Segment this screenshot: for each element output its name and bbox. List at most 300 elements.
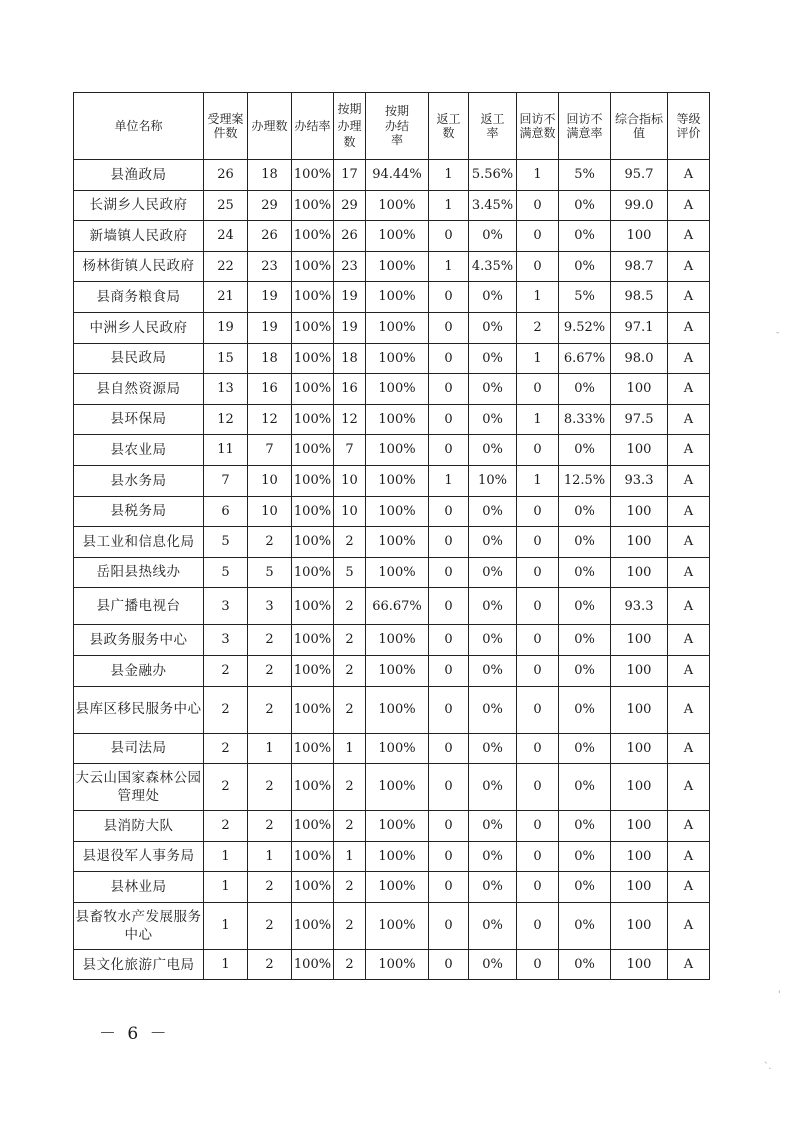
cell-unit-name: 县库区移民服务中心 (74, 686, 204, 733)
col-header-cases-received: 受理案件数 (204, 93, 248, 160)
cell-ontime-rate: 100% (366, 251, 429, 282)
cell-composite-index: 100 (611, 496, 668, 527)
col-header-completion-rate: 办结率 (292, 93, 334, 160)
cell-ontime-count: 19 (334, 282, 366, 313)
cell-completion-rate: 100% (292, 496, 334, 527)
cell-unit-name: 大云山国家森林公园管理处 (74, 764, 204, 811)
cell-unit-name: 县政务服务中心 (74, 625, 204, 656)
cell-ontime-rate: 100% (366, 374, 429, 405)
cell-dissatisfied-rate: 5% (559, 282, 611, 313)
cell-completion-rate: 100% (292, 902, 334, 949)
table-row (74, 949, 710, 980)
cell-grade: A (668, 764, 710, 811)
scan-mark: ' (778, 990, 781, 1000)
table-row (74, 221, 710, 252)
cell-completion-rate: 100% (292, 764, 334, 811)
cell-ontime-count: 10 (334, 496, 366, 527)
cell-composite-index: 100 (611, 733, 668, 764)
cell-cases-received: 1 (204, 872, 248, 903)
cell-completion-rate: 100% (292, 872, 334, 903)
cell-handled: 26 (248, 221, 292, 252)
cell-dissatisfied-rate: 9.52% (559, 312, 611, 343)
cell-dissatisfied-rate: 0% (559, 374, 611, 405)
cell-ontime-rate: 100% (366, 496, 429, 527)
cell-composite-index: 100 (611, 435, 668, 466)
cell-rework-rate: 0% (469, 686, 517, 733)
cell-unit-name: 中洲乡人民政府 (74, 312, 204, 343)
cell-rework-count: 0 (429, 435, 469, 466)
cell-unit-name: 县林业局 (74, 872, 204, 903)
cell-ontime-count: 29 (334, 190, 366, 221)
cell-unit-name: 杨林街镇人民政府 (74, 251, 204, 282)
cell-composite-index: 97.5 (611, 404, 668, 435)
table-row (74, 435, 710, 466)
cell-ontime-rate: 100% (366, 841, 429, 872)
cell-rework-rate: 0% (469, 527, 517, 558)
cell-composite-index: 100 (611, 841, 668, 872)
performance-table (73, 92, 710, 980)
cell-rework-rate: 0% (469, 872, 517, 903)
cell-rework-rate: 3.45% (469, 190, 517, 221)
cell-rework-rate: 0% (469, 655, 517, 686)
cell-grade: A (668, 811, 710, 842)
cell-completion-rate: 100% (292, 404, 334, 435)
cell-dissatisfied-count: 0 (517, 625, 559, 656)
cell-ontime-count: 23 (334, 251, 366, 282)
cell-rework-count: 0 (429, 588, 469, 625)
cell-handled: 2 (248, 764, 292, 811)
cell-ontime-rate: 100% (366, 312, 429, 343)
cell-handled: 19 (248, 282, 292, 313)
col-header-rework-rate: 返工率 (469, 93, 517, 160)
table-row (74, 465, 710, 496)
cell-ontime-count: 2 (334, 686, 366, 733)
col-header-dissatisfied-count: 回访不满意数 (517, 93, 559, 160)
cell-ontime-rate: 100% (366, 221, 429, 252)
cell-composite-index: 100 (611, 949, 668, 980)
cell-rework-count: 0 (429, 811, 469, 842)
table-row (74, 588, 710, 625)
cell-handled: 2 (248, 949, 292, 980)
table-row (74, 686, 710, 733)
cell-unit-name: 县环保局 (74, 404, 204, 435)
cell-composite-index: 100 (611, 374, 668, 405)
cell-ontime-rate: 100% (366, 465, 429, 496)
cell-dissatisfied-count: 0 (517, 221, 559, 252)
cell-rework-rate: 0% (469, 435, 517, 466)
cell-unit-name: 县水务局 (74, 465, 204, 496)
cell-dissatisfied-count: 0 (517, 527, 559, 558)
cell-completion-rate: 100% (292, 588, 334, 625)
cell-ontime-count: 1 (334, 733, 366, 764)
cell-dissatisfied-rate: 0% (559, 625, 611, 656)
cell-dissatisfied-rate: 0% (559, 733, 611, 764)
cell-unit-name: 县文化旅游广电局 (74, 949, 204, 980)
cell-ontime-rate: 100% (366, 625, 429, 656)
cell-rework-rate: 0% (469, 588, 517, 625)
table-row (74, 190, 710, 221)
cell-dissatisfied-count: 0 (517, 435, 559, 466)
cell-ontime-rate: 100% (366, 190, 429, 221)
table-row (74, 902, 710, 949)
cell-cases-received: 7 (204, 465, 248, 496)
cell-rework-rate: 0% (469, 902, 517, 949)
cell-dissatisfied-count: 0 (517, 811, 559, 842)
cell-composite-index: 100 (611, 902, 668, 949)
cell-dissatisfied-rate: 0% (559, 496, 611, 527)
cell-unit-name: 长湖乡人民政府 (74, 190, 204, 221)
cell-grade: A (668, 733, 710, 764)
cell-rework-rate: 4.35% (469, 251, 517, 282)
col-header-composite-index: 综合指标值 (611, 93, 668, 160)
scan-mark: - (776, 328, 780, 338)
cell-completion-rate: 100% (292, 949, 334, 980)
cell-cases-received: 3 (204, 588, 248, 625)
cell-rework-rate: 0% (469, 374, 517, 405)
cell-dissatisfied-count: 1 (517, 465, 559, 496)
cell-handled: 3 (248, 588, 292, 625)
cell-rework-rate: 0% (469, 949, 517, 980)
cell-completion-rate: 100% (292, 557, 334, 588)
cell-completion-rate: 100% (292, 282, 334, 313)
cell-rework-count: 0 (429, 557, 469, 588)
cell-unit-name: 县司法局 (74, 733, 204, 764)
table-row (74, 811, 710, 842)
cell-grade: A (668, 282, 710, 313)
cell-ontime-rate: 100% (366, 811, 429, 842)
cell-grade: A (668, 221, 710, 252)
cell-rework-count: 0 (429, 655, 469, 686)
cell-unit-name: 县渔政局 (74, 160, 204, 191)
cell-composite-index: 100 (611, 872, 668, 903)
cell-rework-rate: 0% (469, 496, 517, 527)
cell-dissatisfied-rate: 0% (559, 251, 611, 282)
cell-cases-received: 5 (204, 527, 248, 558)
cell-handled: 2 (248, 872, 292, 903)
cell-dissatisfied-count: 1 (517, 404, 559, 435)
cell-ontime-rate: 100% (366, 343, 429, 374)
cell-grade: A (668, 902, 710, 949)
cell-handled: 10 (248, 465, 292, 496)
cell-ontime-count: 2 (334, 527, 366, 558)
table-row (74, 655, 710, 686)
cell-ontime-count: 16 (334, 374, 366, 405)
cell-ontime-count: 2 (334, 625, 366, 656)
cell-completion-rate: 100% (292, 160, 334, 191)
cell-unit-name: 县消防大队 (74, 811, 204, 842)
cell-dissatisfied-rate: 8.33% (559, 404, 611, 435)
cell-cases-received: 2 (204, 811, 248, 842)
cell-dissatisfied-rate: 0% (559, 655, 611, 686)
cell-ontime-count: 2 (334, 764, 366, 811)
cell-dissatisfied-count: 0 (517, 374, 559, 405)
cell-rework-rate: 0% (469, 625, 517, 656)
cell-grade: A (668, 527, 710, 558)
table-row (74, 160, 710, 191)
cell-dissatisfied-count: 0 (517, 902, 559, 949)
cell-rework-count: 0 (429, 312, 469, 343)
cell-cases-received: 2 (204, 655, 248, 686)
table-row (74, 625, 710, 656)
cell-grade: A (668, 251, 710, 282)
cell-cases-received: 5 (204, 557, 248, 588)
cell-dissatisfied-rate: 0% (559, 588, 611, 625)
cell-rework-count: 0 (429, 282, 469, 313)
table-row (74, 527, 710, 558)
table-body (74, 160, 710, 980)
cell-dissatisfied-rate: 0% (559, 811, 611, 842)
cell-composite-index: 100 (611, 811, 668, 842)
cell-handled: 2 (248, 686, 292, 733)
cell-dissatisfied-count: 0 (517, 251, 559, 282)
cell-composite-index: 100 (611, 625, 668, 656)
cell-dissatisfied-rate: 5% (559, 160, 611, 191)
cell-dissatisfied-rate: 0% (559, 221, 611, 252)
cell-rework-count: 1 (429, 251, 469, 282)
cell-dissatisfied-rate: 0% (559, 872, 611, 903)
cell-dissatisfied-rate: 0% (559, 190, 611, 221)
cell-ontime-rate: 100% (366, 527, 429, 558)
cell-cases-received: 6 (204, 496, 248, 527)
cell-composite-index: 97.1 (611, 312, 668, 343)
cell-rework-rate: 0% (469, 343, 517, 374)
cell-rework-rate: 5.56% (469, 160, 517, 191)
cell-handled: 2 (248, 811, 292, 842)
cell-dissatisfied-rate: 0% (559, 557, 611, 588)
cell-unit-name: 县税务局 (74, 496, 204, 527)
cell-grade: A (668, 686, 710, 733)
cell-ontime-count: 19 (334, 312, 366, 343)
cell-cases-received: 13 (204, 374, 248, 405)
cell-dissatisfied-count: 0 (517, 949, 559, 980)
cell-dissatisfied-count: 0 (517, 496, 559, 527)
cell-rework-count: 0 (429, 733, 469, 764)
cell-cases-received: 22 (204, 251, 248, 282)
cell-dissatisfied-rate: 6.67% (559, 343, 611, 374)
cell-cases-received: 1 (204, 902, 248, 949)
cell-unit-name: 县广播电视台 (74, 588, 204, 625)
cell-completion-rate: 100% (292, 465, 334, 496)
cell-rework-count: 0 (429, 404, 469, 435)
cell-grade: A (668, 404, 710, 435)
cell-grade: A (668, 465, 710, 496)
cell-dissatisfied-rate: 0% (559, 764, 611, 811)
cell-ontime-count: 17 (334, 160, 366, 191)
cell-rework-count: 0 (429, 343, 469, 374)
cell-cases-received: 12 (204, 404, 248, 435)
cell-rework-rate: 0% (469, 811, 517, 842)
cell-cases-received: 26 (204, 160, 248, 191)
cell-grade: A (668, 190, 710, 221)
cell-grade: A (668, 496, 710, 527)
cell-rework-count: 1 (429, 160, 469, 191)
cell-rework-count: 0 (429, 527, 469, 558)
cell-cases-received: 3 (204, 625, 248, 656)
cell-rework-rate: 0% (469, 221, 517, 252)
cell-rework-count: 0 (429, 374, 469, 405)
cell-ontime-count: 26 (334, 221, 366, 252)
cell-completion-rate: 100% (292, 655, 334, 686)
col-header-ontime-rate: 按期办结率 (366, 93, 429, 160)
cell-composite-index: 98.5 (611, 282, 668, 313)
cell-handled: 19 (248, 312, 292, 343)
cell-dissatisfied-count: 0 (517, 872, 559, 903)
cell-ontime-rate: 100% (366, 949, 429, 980)
table-row (74, 312, 710, 343)
cell-handled: 2 (248, 902, 292, 949)
cell-rework-rate: 0% (469, 841, 517, 872)
cell-ontime-rate: 100% (366, 902, 429, 949)
table-row (74, 841, 710, 872)
cell-handled: 2 (248, 527, 292, 558)
table-row (74, 374, 710, 405)
cell-dissatisfied-count: 0 (517, 841, 559, 872)
cell-dissatisfied-count: 1 (517, 160, 559, 191)
cell-handled: 1 (248, 733, 292, 764)
cell-ontime-count: 5 (334, 557, 366, 588)
cell-dissatisfied-rate: 0% (559, 527, 611, 558)
cell-composite-index: 98.7 (611, 251, 668, 282)
cell-completion-rate: 100% (292, 841, 334, 872)
cell-composite-index: 100 (611, 686, 668, 733)
cell-unit-name: 县工业和信息化局 (74, 527, 204, 558)
cell-grade: A (668, 655, 710, 686)
cell-completion-rate: 100% (292, 527, 334, 558)
cell-ontime-count: 10 (334, 465, 366, 496)
cell-dissatisfied-count: 0 (517, 190, 559, 221)
cell-ontime-rate: 100% (366, 686, 429, 733)
cell-ontime-rate: 100% (366, 764, 429, 811)
cell-rework-count: 0 (429, 872, 469, 903)
cell-rework-rate: 10% (469, 465, 517, 496)
cell-ontime-rate: 66.67% (366, 588, 429, 625)
cell-completion-rate: 100% (292, 312, 334, 343)
cell-handled: 2 (248, 625, 292, 656)
table-row (74, 496, 710, 527)
cell-grade: A (668, 160, 710, 191)
cell-cases-received: 24 (204, 221, 248, 252)
cell-rework-count: 1 (429, 190, 469, 221)
cell-completion-rate: 100% (292, 733, 334, 764)
cell-composite-index: 100 (611, 527, 668, 558)
cell-unit-name: 县退役军人事务局 (74, 841, 204, 872)
cell-handled: 23 (248, 251, 292, 282)
table-row (74, 872, 710, 903)
cell-completion-rate: 100% (292, 811, 334, 842)
cell-cases-received: 2 (204, 686, 248, 733)
cell-cases-received: 2 (204, 764, 248, 811)
cell-composite-index: 99.0 (611, 190, 668, 221)
cell-completion-rate: 100% (292, 343, 334, 374)
cell-dissatisfied-rate: 0% (559, 686, 611, 733)
cell-dissatisfied-rate: 0% (559, 841, 611, 872)
cell-cases-received: 11 (204, 435, 248, 466)
cell-grade: A (668, 435, 710, 466)
cell-unit-name: 县民政局 (74, 343, 204, 374)
cell-completion-rate: 100% (292, 190, 334, 221)
col-header-unit-name: 单位名称 (74, 93, 204, 160)
cell-ontime-rate: 100% (366, 733, 429, 764)
cell-dissatisfied-count: 0 (517, 686, 559, 733)
cell-composite-index: 93.3 (611, 465, 668, 496)
cell-rework-rate: 0% (469, 733, 517, 764)
cell-ontime-rate: 100% (366, 435, 429, 466)
cell-rework-count: 0 (429, 625, 469, 656)
cell-cases-received: 19 (204, 312, 248, 343)
cell-completion-rate: 100% (292, 221, 334, 252)
table-row (74, 733, 710, 764)
cell-unit-name: 县金融办 (74, 655, 204, 686)
cell-dissatisfied-count: 1 (517, 343, 559, 374)
cell-composite-index: 100 (611, 221, 668, 252)
cell-grade: A (668, 949, 710, 980)
table-row (74, 251, 710, 282)
cell-handled: 29 (248, 190, 292, 221)
cell-cases-received: 15 (204, 343, 248, 374)
cell-cases-received: 25 (204, 190, 248, 221)
cell-completion-rate: 100% (292, 374, 334, 405)
cell-rework-rate: 0% (469, 282, 517, 313)
col-header-grade: 等级评价 (668, 93, 710, 160)
cell-ontime-count: 1 (334, 841, 366, 872)
header-row (74, 93, 710, 160)
cell-dissatisfied-count: 1 (517, 282, 559, 313)
cell-ontime-count: 2 (334, 872, 366, 903)
page-number: － 6 － (99, 1024, 170, 1044)
cell-completion-rate: 100% (292, 686, 334, 733)
col-header-dissatisfied-rate: 回访不满意率 (559, 93, 611, 160)
col-header-handled: 办理数 (248, 93, 292, 160)
table-row (74, 404, 710, 435)
cell-grade: A (668, 557, 710, 588)
cell-grade: A (668, 374, 710, 405)
scan-mark: `. (764, 1062, 772, 1072)
cell-dissatisfied-count: 0 (517, 764, 559, 811)
cell-ontime-rate: 100% (366, 655, 429, 686)
cell-rework-count: 0 (429, 221, 469, 252)
cell-dissatisfied-count: 0 (517, 557, 559, 588)
cell-unit-name: 岳阳县热线办 (74, 557, 204, 588)
cell-ontime-count: 12 (334, 404, 366, 435)
col-header-rework-count: 返工数 (429, 93, 469, 160)
cell-grade: A (668, 312, 710, 343)
cell-cases-received: 1 (204, 841, 248, 872)
cell-unit-name: 县农业局 (74, 435, 204, 466)
cell-ontime-count: 2 (334, 588, 366, 625)
cell-ontime-count: 2 (334, 949, 366, 980)
cell-handled: 7 (248, 435, 292, 466)
cell-rework-count: 0 (429, 841, 469, 872)
cell-completion-rate: 100% (292, 435, 334, 466)
cell-composite-index: 100 (611, 764, 668, 811)
cell-completion-rate: 100% (292, 251, 334, 282)
cell-composite-index: 93.3 (611, 588, 668, 625)
cell-dissatisfied-count: 0 (517, 655, 559, 686)
cell-unit-name: 新墙镇人民政府 (74, 221, 204, 252)
cell-ontime-count: 7 (334, 435, 366, 466)
cell-dissatisfied-rate: 0% (559, 435, 611, 466)
cell-rework-rate: 0% (469, 404, 517, 435)
cell-ontime-count: 2 (334, 655, 366, 686)
cell-ontime-rate: 100% (366, 404, 429, 435)
cell-ontime-rate: 100% (366, 282, 429, 313)
cell-grade: A (668, 625, 710, 656)
cell-rework-count: 0 (429, 686, 469, 733)
cell-grade: A (668, 343, 710, 374)
cell-ontime-rate: 100% (366, 557, 429, 588)
cell-dissatisfied-count: 0 (517, 733, 559, 764)
cell-rework-count: 0 (429, 764, 469, 811)
